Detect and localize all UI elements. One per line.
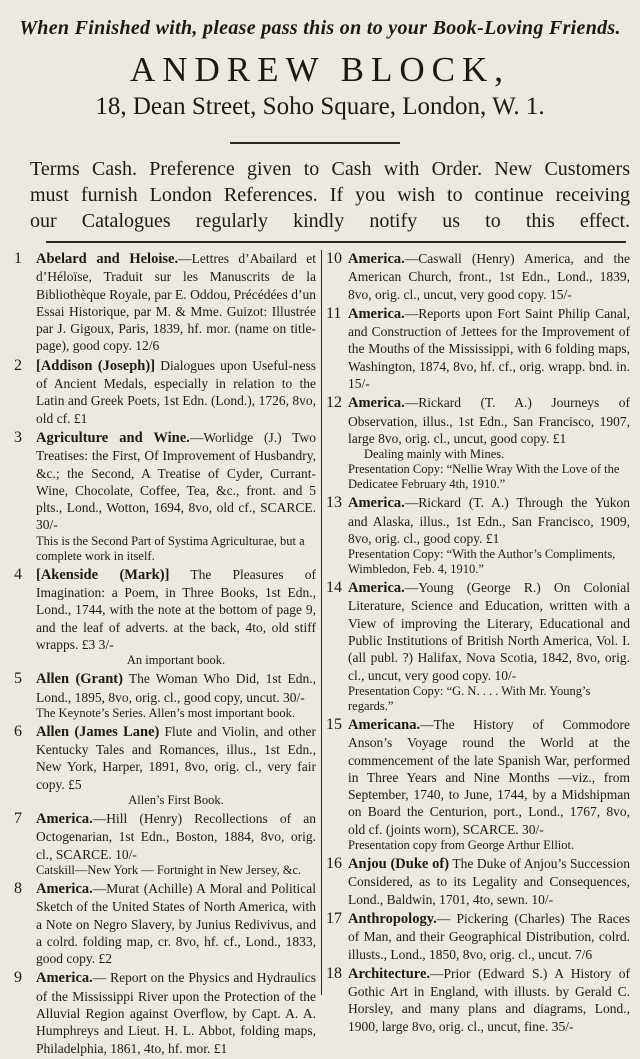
entry-number: 11 — [326, 304, 342, 322]
entry-number: 8 — [14, 879, 22, 897]
entry-heading: Allen (James Lane) — [36, 723, 160, 740]
entry-description: —Lettres d’Abailard et d’Héloïse, Traduit sur les Manuscrits de la Bibliothèque Royale, par E. Oddou, Précédées d’un Essai Historique, par M. & Mme. Guizot: Illustrée par J. Gigoux, Paris, 1839, hf. mor. (name on title-page), good copy. 12/6 — [36, 251, 316, 354]
entry-number: 17 — [326, 909, 342, 927]
catalogue-entry — [14, 810, 316, 878]
entry-heading: America. — [348, 395, 405, 412]
entry-number: 10 — [326, 250, 342, 267]
entry-description: The Woman Who Did, 1st Edn., Lond., 1895, 8vo, orig. cl., good copy, uncut. 30/- — [36, 671, 316, 705]
entry-description: —Caswall (Henry) America, and the American Church, front., 1st Edn., Lond., 1839, 8vo, orig. cl., uncut, very good copy. 15/- — [348, 251, 630, 302]
entry-description: — Pickering (Charles) The Races of Man, and their Geographical Distribution, colrd. illusts., Lond., 1850, 8vo, orig. cl., uncut. 7/6 — [348, 910, 630, 962]
entry-description: —Murat (Achille) A Moral and Political Sketch of the United States of North America, with a Note on Negro Slavery, by Junius Redivivus, and a colrd. folding map, cr. 8vo, hf. cf., Lond., 1833, good copy. £2 — [36, 880, 316, 967]
entry-number: 6 — [14, 722, 22, 740]
entry-heading: America. — [348, 495, 405, 512]
catalogue-entry — [326, 965, 630, 1035]
entry-note: Presentation copy from George Arthur Elliot. — [348, 838, 575, 853]
entry-description: —The History of Commodore Anson’s Voyage round the World at the commencement of the late Spanish War, performed in Three Years and Nine Months —viz., from September, 1740, to June, 1744, by a Midshipman on Board the Centurion, port., Lond., 1767, 8vo, old cf. (joints worn), SCARCE. 30/- — [348, 716, 630, 837]
catalogue-entry — [14, 429, 316, 564]
entry-heading: Agriculture and Wine. — [36, 429, 190, 446]
entry-heading: Americana. — [348, 716, 421, 733]
catalogue-entry — [14, 969, 316, 1056]
dealer-name: ANDREW BLOCK, — [129, 50, 511, 89]
entry-number: 5 — [14, 670, 22, 688]
entry-heading: Anthropology. — [348, 910, 437, 927]
entry-heading: America. — [348, 251, 405, 267]
entry-heading: America. — [348, 580, 405, 597]
entry-heading: Allen (Grant) — [36, 671, 123, 688]
terms-notice — [30, 156, 630, 234]
entry-description: —Worlidge (J.) Two Treatises: the First, Of Improvement of Husbandry, &c.; the Second, A Treatise of Cyder, Currant-Wine, Chocolate, Coffee, Tea, &c., front. and 5 plts., Lond., Wotton, 1694, 8vo, old cf., SCARCE. 30/- — [36, 429, 316, 533]
entry-number: 2 — [14, 356, 22, 374]
entry-description: The Pleasures of Imagination: a Poem, in Three Books, 1st Edn., Lond., 1744, with the note at the bottom of page 9, and the leaf of adverts. at the back, 4to, old stiff wrapps. £3 3/- — [36, 566, 316, 652]
entry-description: —Young (George R.) On Colonial Literature, Science and Education, written with a View of improving the Literary, Educational and Public Institutions of British North America, Vol. I. (all publ. ?) Halifax, Nova Scotia, 1842, 8vo, orig. cl., uncut, very good copy. 10/- — [348, 580, 630, 683]
entry-heading: Abelard and Heloise. — [36, 251, 179, 267]
entry-number: 3 — [14, 428, 22, 446]
catalogue-header — [0, 16, 640, 122]
entry-description: —Hill (Henry) Recollections of an Octogenarian, 1st Edn., Boston, 1884, 8vo, orig. cl., SCARCE. 10/- — [36, 811, 316, 862]
entry-note: Catskill—New York — Fortnight in New Jersey, &c. — [36, 862, 302, 877]
entry-number: 12 — [326, 394, 342, 412]
entry-number: 16 — [326, 855, 342, 873]
entry-number: 15 — [326, 715, 342, 733]
catalogue-entry — [14, 566, 316, 668]
catalogue-entry — [326, 394, 630, 492]
entry-description: —Rickard (T. A.) Journeys of Observation, illus., 1st Edn., San Francisco, 1907, large 8vo, orig. cl., uncut, good copy. £1 — [348, 395, 630, 446]
entry-note: Presentation Copy: “G. N. . . . With Mr. Young’s regards.” — [348, 683, 591, 713]
entry-description: The Duke of Anjou’s Succession Considered, as to its Legality and Consequences, Lond., Baldwin, 1701, 4to, sewn. 10/- — [348, 856, 631, 907]
left-column — [14, 250, 316, 1059]
catalogue-entry — [14, 250, 316, 355]
section-rule — [46, 241, 626, 243]
terms-line: our Catalogues regularly kindly notify us to this effect. — [30, 210, 630, 232]
dealer-address: 18, Dean Street, Soho Square, London, W. 1. — [95, 93, 545, 120]
entry-description: — Report on the Physics and Hydraulics of the Mississippi River upon the Protection of the Alluvial Region against Overflow, by Capt. A. A. Humphreys and Lieut. H. L. Abbot, folding maps, Philadelphia, 1861, 4to, hf. mor. £1 — [36, 970, 316, 1056]
entry-number: 9 — [14, 969, 22, 987]
entry-heading: [Addison (Joseph)] — [36, 357, 156, 374]
entry-heading: America. — [36, 880, 93, 897]
catalogue-entry — [326, 579, 630, 714]
catalogue-entry — [14, 723, 316, 808]
entry-heading: America. — [36, 811, 93, 828]
entry-heading: America. — [348, 305, 405, 322]
entry-heading: [Akenside (Mark)] — [36, 566, 170, 583]
entry-heading: America. — [36, 970, 93, 987]
catalogue-entry — [14, 880, 316, 967]
catalogue-entry — [14, 357, 316, 427]
entry-description: —Rickard (T. A.) Through the Yukon and Alaska, illus., 1st Edn., San Francisco, 1909, 8vo, orig. cl., good copy. £1 — [348, 495, 630, 546]
entry-number: 4 — [14, 565, 22, 583]
entry-description: Dialogues upon Useful-ness of Ancient Medals, especially in relation to the Latin and Greek Poets, 1st Edn. (Lond.), 1726, 8vo, old cf. £1 — [36, 357, 317, 426]
catalogue-entry — [326, 250, 630, 303]
entry-note: This is the Second Part of Systima Agriculturae, but a complete work in itself. — [36, 533, 305, 563]
entry-note: Dealing mainly with Mines. — [364, 447, 505, 462]
catalogue-entry — [326, 494, 630, 577]
entry-note: Presentation Copy: “With the Author’s Compliments, Wimbledon, Feb. 4, 1910.” — [348, 547, 616, 577]
entry-number: 1 — [14, 250, 22, 267]
header-rule — [230, 142, 400, 144]
entry-description: Flute and Violin, and other Kentucky Tales and Romances, illus., 1st Edn., New York, Harper, 1891, 8vo, orig. cl., very fair copy. £5 — [36, 723, 316, 792]
terms-line: Terms Cash. Preference given to Cash with Order. New Customers — [30, 158, 630, 180]
entry-number: 14 — [326, 579, 342, 597]
catalogue-entry — [326, 855, 630, 908]
entry-note: The Keynote’s Series. Allen’s most important book. — [36, 705, 295, 720]
column-divider — [321, 250, 322, 995]
entry-number: 7 — [14, 810, 22, 828]
terms-line: must furnish London References. If you wish to continue receiving — [30, 184, 630, 206]
entry-description: —Reports upon Fort Saint Philip Canal, and Construction of Jettees for the Improvement of the Mouths of the Mississippi, with 6 folding maps, Washington, 1874, 8vo, hf. cf., orig. wrapp. bnd. in. 15/- — [348, 305, 630, 392]
entry-note: An important book. — [126, 653, 226, 668]
entry-heading: Anjou (Duke of) — [348, 856, 450, 873]
catalogue-entry — [326, 716, 630, 853]
entry-note: Allen’s First Book. — [128, 793, 224, 808]
entry-number: 18 — [326, 964, 342, 982]
pass-on-notice: When Finished with, please pass this on to your Book-Loving Friends. — [19, 17, 621, 39]
catalogue-entry — [326, 305, 630, 392]
entry-heading: Architecture. — [348, 965, 431, 982]
catalogue-entry — [326, 910, 630, 963]
entry-number: 13 — [326, 494, 342, 512]
right-column — [326, 250, 630, 1037]
entry-description: —Prior (Edward S.) A History of Gothic Art in England, with illusts. by Gerald C. Horsley, and many plans and diagrams, Lond., 1900, large 8vo, orig. cl., uncut, fine. 35/- — [348, 965, 630, 1034]
catalogue-entry — [14, 670, 316, 721]
entry-note: Presentation Copy: “Nellie Wray With the Love of the Dedicatee February 4th, 1910.” — [348, 462, 620, 492]
